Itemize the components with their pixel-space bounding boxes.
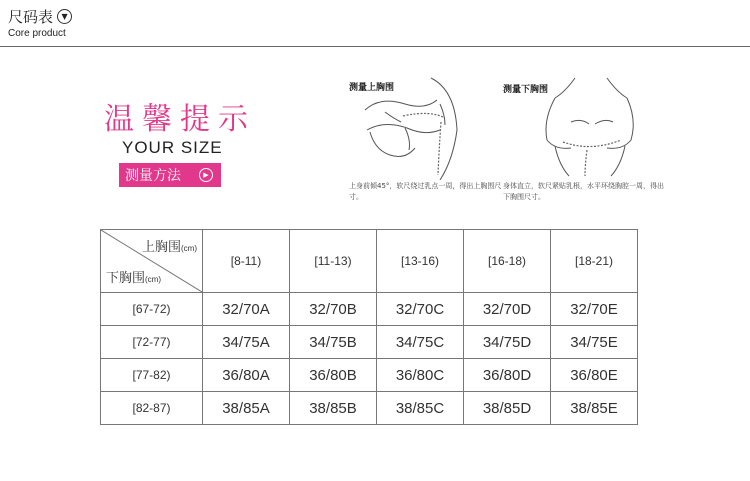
size-cell: 32/70E xyxy=(551,293,638,326)
under-bust-header: 下胸围(cm) xyxy=(106,270,162,285)
size-cell: 34/75E xyxy=(551,326,638,359)
figure-under-bust xyxy=(495,70,665,205)
column-header: [8-11) xyxy=(203,230,290,293)
header-title-wrap xyxy=(8,6,72,27)
upper-bust-illustration xyxy=(345,70,475,180)
size-cell: 38/85E xyxy=(551,392,638,425)
tips-title-en: YOUR SIZE xyxy=(122,138,223,157)
size-table-header-row xyxy=(101,230,638,293)
size-cell: 34/75B xyxy=(290,326,377,359)
table-row xyxy=(101,392,638,425)
figure-upper-bust-title: 测量上胸围 xyxy=(349,83,395,93)
table-row xyxy=(101,326,638,359)
size-cell: 32/70B xyxy=(290,293,377,326)
table-row xyxy=(101,293,638,326)
figure-under-bust-note: 身体直立，软尺紧贴乳根，水平环绕胸腔一周，得出下胸围尺寸。 xyxy=(503,182,664,201)
header-subtitle: Core product xyxy=(8,28,66,39)
size-cell: 34/75C xyxy=(377,326,464,359)
measure-method-label: 测量方法 xyxy=(125,168,181,184)
row-header: [77-82) xyxy=(101,359,203,392)
size-cell: 36/80E xyxy=(551,359,638,392)
figure-upper-bust-note: 上身前倾45°，软尺绕过乳点一周，得出上胸围尺寸。 xyxy=(349,182,502,201)
size-cell: 38/85D xyxy=(464,392,551,425)
size-cell: 34/75A xyxy=(203,326,290,359)
size-table xyxy=(100,229,638,425)
row-header: [72-77) xyxy=(101,326,203,359)
size-cell: 38/85A xyxy=(203,392,290,425)
size-cell: 36/80B xyxy=(290,359,377,392)
size-table-corner xyxy=(101,230,203,293)
upper-bust-header: 上胸围(cm) xyxy=(141,239,197,254)
figure-upper-bust xyxy=(345,70,502,205)
chevron-down-circle-icon: ▼ xyxy=(57,9,72,24)
header-title: 尺码表 xyxy=(8,8,54,26)
size-cell: 36/80D xyxy=(464,359,551,392)
column-header: [11-13) xyxy=(290,230,377,293)
row-header: [67-72) xyxy=(101,293,203,326)
figure-under-bust-title: 测量下胸围 xyxy=(503,85,549,95)
size-cell: 34/75D xyxy=(464,326,551,359)
size-cell: 36/80C xyxy=(377,359,464,392)
measure-method-button[interactable] xyxy=(119,163,221,187)
column-header: [13-16) xyxy=(377,230,464,293)
tips-title-cn: 温馨提示 xyxy=(104,102,256,137)
size-cell: 32/70A xyxy=(203,293,290,326)
column-header: [18-21) xyxy=(551,230,638,293)
under-bust-illustration xyxy=(495,70,665,180)
size-cell: 32/70D xyxy=(464,293,551,326)
size-cell: 38/85B xyxy=(290,392,377,425)
page-header xyxy=(0,0,750,47)
chevron-right-circle-icon: ▶ xyxy=(199,168,213,182)
size-cell: 38/85C xyxy=(377,392,464,425)
size-cell: 32/70C xyxy=(377,293,464,326)
table-row xyxy=(101,359,638,392)
column-header: [16-18) xyxy=(464,230,551,293)
row-header: [82-87) xyxy=(101,392,203,425)
size-cell: 36/80A xyxy=(203,359,290,392)
